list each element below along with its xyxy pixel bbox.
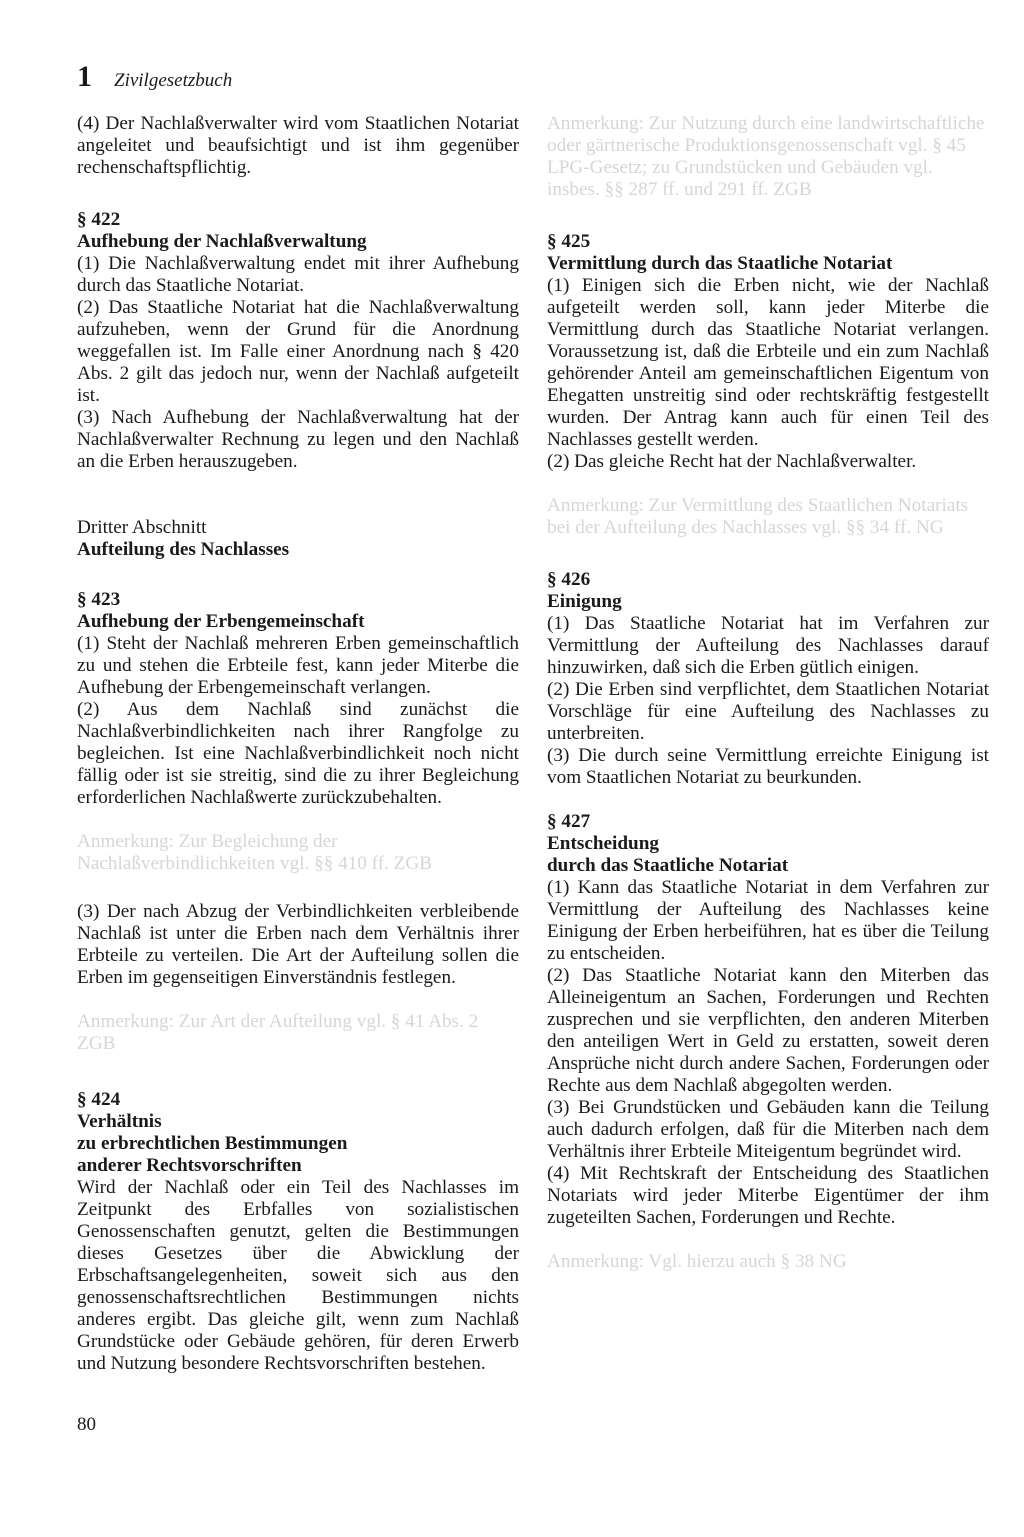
annotation-note: Anmerkung: Zur Nutzung durch eine landwirtschaftliche oder gärtnerische Produktionsgenossenschaft vgl. § 45 LPG-Gesetz; zu Grundstücken und Gebäuden vgl. insbes. §§ 287 ff. und 291 ff. ZGB bbox=[547, 113, 985, 200]
paragraph: (1) Das Staatliche Notariat hat im Verfahren zur Vermittlung der Aufteilung des Nachlasses darauf hinzuwirken, daß sich die Erben gütlich einigen. bbox=[547, 613, 989, 678]
paragraph: (2) Das gleiche Recht hat der Nachlaßverwalter. bbox=[547, 451, 917, 472]
annotation-note: Anmerkung: Zur Begleichung der Nachlaßverbindlichkeiten vgl. §§ 410 ff. ZGB bbox=[77, 831, 433, 874]
right-column bbox=[547, 113, 989, 1273]
section-title-line: Verhältnis bbox=[77, 1111, 162, 1132]
section-number: § 424 bbox=[77, 1089, 121, 1110]
section-number: § 422 bbox=[77, 209, 121, 230]
section-number: § 426 bbox=[547, 569, 591, 590]
chapter-label: Dritter Abschnitt bbox=[77, 517, 207, 538]
section-number: § 425 bbox=[547, 231, 591, 252]
paragraph: (3) Nach Aufhebung der Nachlaßverwaltung hat der Nachlaßverwalter Rechnung zu legen und den Nachlaß an die Erben herauszugeben. bbox=[77, 407, 519, 472]
page-number: 80 bbox=[77, 1414, 96, 1435]
section-422 bbox=[77, 209, 519, 473]
paragraph: (1) Steht der Nachlaß mehreren Erben gemeinschaftlich zu und stehen die Erbteile fest, kann jeder Miterbe die Aufhebung der Erbengemeinschaft verlangen. bbox=[77, 633, 519, 698]
section-title-line: durch das Staatliche Notariat bbox=[547, 855, 789, 876]
annotation-note: Anmerkung: Vgl. hierzu auch § 38 NG bbox=[547, 1251, 847, 1272]
annotation-note: Anmerkung: Zur Art der Aufteilung vgl. § 41 Abs. 2 ZGB bbox=[77, 1011, 479, 1054]
section-423 bbox=[77, 589, 519, 1055]
paragraph: (2) Aus dem Nachlaß sind zunächst die Nachlaßverbindlichkeiten nach ihrer Rangfolge zu begleichen. Ist eine Nachlaßverbindlichkeit noch nicht fällig oder ist sie streitig, sind die zu ihrer Begleichung erforderlichen Nachlaßwerte zurückzubehalten. bbox=[77, 699, 519, 808]
paragraph: Wird der Nachlaß oder ein Teil des Nachlasses im Zeitpunkt des Erbfalles von sozialistischen Genossenschaften genutzt, gelten die Bestimmungen dieses Gesetzes über die Abwicklung der Erbschaftsangelegenheiten, soweit sich aus den genossenschaftsrechtlichen Bestimmungen nichts anderes ergibt. Das gleiche gilt, wenn zum Nachlaß Grundstücke oder Gebäude gehören, für deren Erwerb und Nutzung besondere Rechtsvorschriften bestehen. bbox=[77, 1177, 519, 1374]
paragraph: (3) Der nach Abzug der Verbindlichkeiten verbleibende Nachlaß ist unter die Erben nach dem Verhältnis ihrer Erbteile zu verteilen. Die Art der Aufteilung sollen die Erben im gegenseitigen Einverständnis festlegen. bbox=[77, 901, 519, 988]
section-425 bbox=[547, 231, 989, 539]
paragraph: (4) Mit Rechtskraft der Entscheidung des Staatlichen Notariats wird jeder Miterbe Eigentümer der ihm zugeteilten Sachen, Forderungen und Rechte. bbox=[547, 1163, 989, 1228]
section-title: Aufhebung der Erbengemeinschaft bbox=[77, 611, 365, 632]
section-title: Aufhebung der Nachlaßverwaltung bbox=[77, 231, 367, 252]
section-title-line: Entscheidung bbox=[547, 833, 659, 854]
section-title-line: zu erbrechtlichen Bestimmungen bbox=[77, 1133, 348, 1154]
paragraph: (3) Die durch seine Vermittlung erreichte Einigung ist vom Staatlichen Notariat zu beurkunden. bbox=[547, 745, 989, 788]
paragraph: (1) Die Nachlaßverwaltung endet mit ihrer Aufhebung durch das Staatliche Notariat. bbox=[77, 253, 519, 296]
chapter-heading bbox=[77, 517, 519, 561]
paragraph: (2) Das Staatliche Notariat hat die Nachlaßverwaltung aufzuheben, wenn der Grund für die Anordnung weggefallen ist. Im Falle einer Anordnung nach § 420 Abs. 2 gilt das jedoch nur, wenn der Nachlaß aufgeteilt ist. bbox=[77, 297, 519, 406]
section-426 bbox=[547, 569, 989, 789]
section-424 bbox=[77, 1089, 519, 1375]
section-title: Einigung bbox=[547, 591, 622, 612]
paragraph: (2) Die Erben sind verpflichtet, dem Staatlichen Notariat Vorschläge für eine Aufteilung des Nachlasses zu unterbreiten. bbox=[547, 679, 989, 744]
paragraph: (3) Bei Grundstücken und Gebäuden kann die Teilung auch dadurch erfolgen, daß für die Miterben nach dem Verhältnis ihrer Erbteile Miteigentum begründet wird. bbox=[547, 1097, 989, 1162]
section-427 bbox=[547, 811, 989, 1273]
section-number: § 423 bbox=[77, 589, 121, 610]
annotation-note: Anmerkung: Zur Vermittlung des Staatlichen Notariats bei der Aufteilung des Nachlasses vgl. §§ 34 ff. NG bbox=[547, 495, 969, 538]
paragraph: (2) Das Staatliche Notariat kann den Miterben das Alleineigentum an Sachen, Forderungen und Rechten zusprechen und sie verpflichten, den anderen Miterben den anteiligen Wert in Geld zu erstatten, soweit deren Ansprüche nicht durch andere Sachen, Forderungen oder Rechte aus dem Nachlaß abgegolten werden. bbox=[547, 965, 989, 1096]
chapter-title: Aufteilung des Nachlasses bbox=[77, 539, 290, 560]
section-number: § 427 bbox=[547, 811, 591, 832]
paragraph: (1) Kann das Staatliche Notariat in dem Verfahren zur Vermittlung der Aufteilung des Nachlasses keine Einigung der Erben herbeiführen, hat es über die Teilung zu entscheiden. bbox=[547, 877, 989, 964]
left-column bbox=[77, 113, 519, 1375]
section-title: Vermittlung durch das Staatliche Notariat bbox=[547, 253, 893, 274]
section-421-paragraph-4: (4) Der Nachlaßverwalter wird vom Staatlichen Notariat angeleitet und beaufsichtigt und ist ihm gegenüber rechenschaftspflichtig. bbox=[77, 113, 519, 178]
running-title: Zivilgesetzbuch bbox=[114, 70, 233, 91]
page-header bbox=[77, 60, 232, 94]
chapter-number: 1 bbox=[77, 60, 92, 93]
paragraph: (1) Einigen sich die Erben nicht, wie der Nachlaß aufgeteilt werden soll, kann jeder Miterbe die Vermittlung durch das Staatliche Notariat verlangen. Voraussetzung ist, daß die Erbteile und ein zum Nachlaß gehörender Anteil am gemeinschaftlichen Eigentum von Ehegatten unstreitig sind oder rechtskräftig festgestellt wurden. Der Antrag kann auch für einen Teil des Nachlasses gestellt werden. bbox=[547, 275, 989, 450]
section-title-line: anderer Rechtsvorschriften bbox=[77, 1155, 302, 1176]
